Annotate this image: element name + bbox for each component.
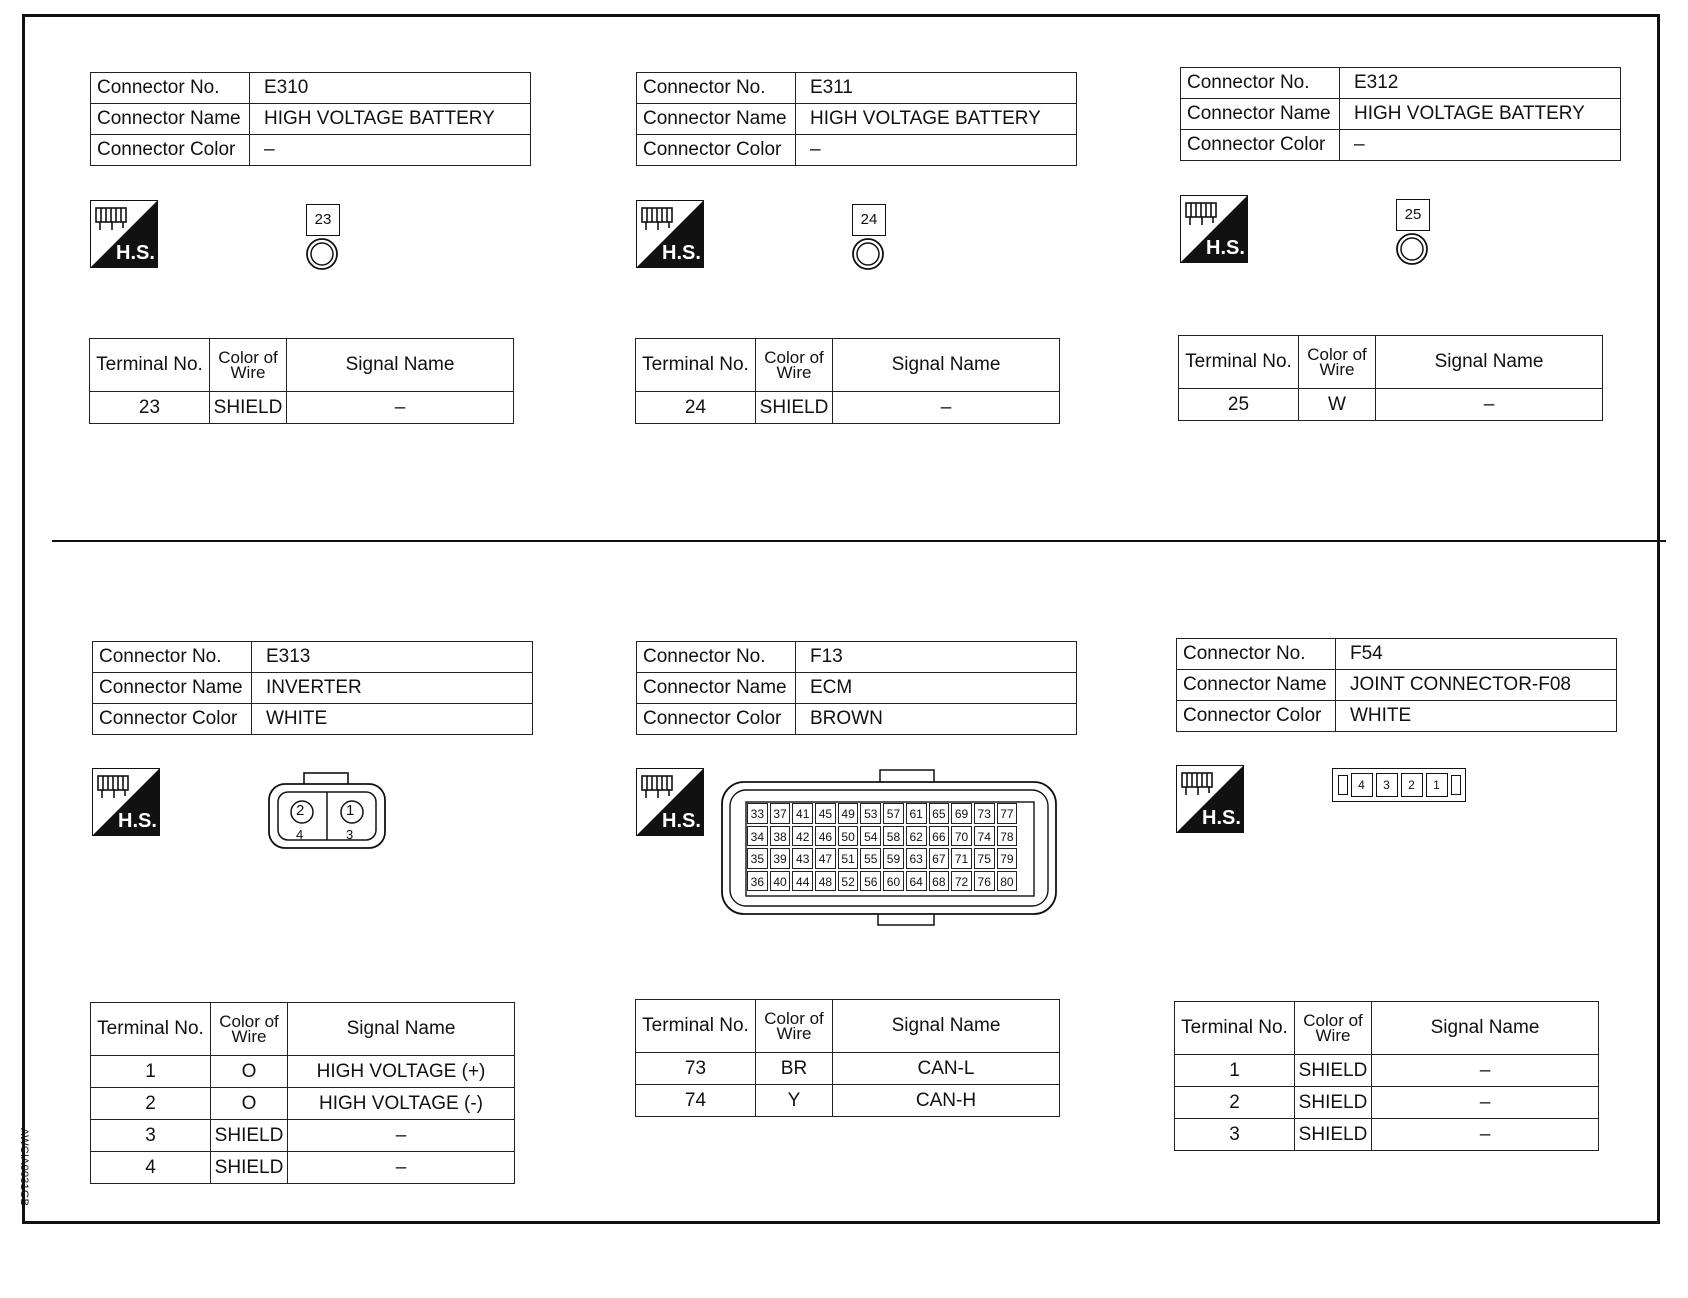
- terminal-row: [91, 1088, 515, 1120]
- terminal-no-header: Terminal No.: [91, 1003, 211, 1056]
- terminal-circle-icon: [1395, 232, 1431, 268]
- harness-side-icon: [1176, 765, 1244, 833]
- wire-color-header-line2: Wire: [776, 363, 812, 382]
- joint-connector-face: [1332, 768, 1466, 802]
- terminal-no: 25: [1179, 389, 1299, 421]
- connector-no-label: Connector No.: [93, 642, 252, 673]
- wire-color-header: [1295, 1002, 1372, 1055]
- connector-color-value: WHITE: [252, 704, 533, 735]
- wire-color-header-line1: Color of: [218, 348, 278, 367]
- ecm-pin: 70: [951, 826, 972, 847]
- ecm-pin: 67: [929, 848, 950, 869]
- harness-side-icon: [636, 768, 704, 836]
- terminal-no: 3: [91, 1120, 211, 1152]
- connector-name-row: [93, 673, 533, 704]
- connector-name-value: INVERTER: [252, 673, 533, 704]
- connector-name-label: Connector Name: [1177, 670, 1336, 701]
- ecm-pin: 66: [929, 826, 950, 847]
- connector-color-row: [1177, 701, 1617, 732]
- connector-color-label: Connector Color: [91, 135, 250, 166]
- connector-no-label: Connector No.: [1181, 68, 1340, 99]
- connector-no-value: E313: [252, 642, 533, 673]
- connector-name-row: [1177, 670, 1617, 701]
- wire-color: Y: [756, 1085, 833, 1117]
- ecm-pin-grid: [746, 802, 1018, 892]
- signal-name: –: [288, 1120, 515, 1152]
- connector-color-value: –: [796, 135, 1077, 166]
- wire-color: W: [1299, 389, 1376, 421]
- single-pin-connector: [306, 204, 341, 273]
- ecm-pin: 68: [929, 871, 950, 892]
- ecm-pin: 51: [838, 848, 859, 869]
- wire-color: SHIELD: [210, 392, 287, 424]
- harness-side-label: H.S.: [1206, 237, 1245, 259]
- ecm-pin: 42: [792, 826, 813, 847]
- pin-number: 23: [306, 204, 340, 236]
- wire-color-header-line1: Color of: [1307, 345, 1367, 364]
- connector-color-label: Connector Color: [1177, 701, 1336, 732]
- wire-color-header-line2: Wire: [776, 1024, 812, 1043]
- pin-label: 4: [296, 827, 304, 842]
- signal-name: –: [1376, 389, 1603, 421]
- ecm-pin: 43: [792, 848, 813, 869]
- ecm-pin: 36: [747, 871, 768, 892]
- terminal-row: [1175, 1119, 1599, 1151]
- single-pin-connector: [1396, 199, 1431, 268]
- connector-info-table: [90, 72, 531, 166]
- harness-side-icon: [90, 200, 158, 268]
- connector-no-row: [91, 73, 531, 104]
- signal-name: –: [287, 392, 514, 424]
- end-cap: [1338, 775, 1348, 795]
- ecm-pin: 58: [883, 826, 904, 847]
- ecm-pin: 55: [860, 848, 881, 869]
- joint-pin: 4: [1351, 773, 1373, 797]
- wire-color-header-line2: Wire: [1315, 1026, 1351, 1045]
- wire-color-header: [756, 339, 833, 392]
- wire-color-header: [210, 339, 287, 392]
- ecm-pin: 75: [974, 848, 995, 869]
- ecm-connector-face: [720, 768, 1060, 933]
- signal-name: HIGH VOLTAGE (-): [288, 1088, 515, 1120]
- connector-no-label: Connector No.: [1177, 639, 1336, 670]
- wire-color: SHIELD: [1295, 1055, 1372, 1087]
- connector-color-label: Connector Color: [637, 135, 796, 166]
- ecm-pin: 50: [838, 826, 859, 847]
- signal-name-header: Signal Name: [833, 339, 1060, 392]
- connector-name-label: Connector Name: [637, 673, 796, 704]
- ecm-pin: 77: [997, 803, 1018, 824]
- ecm-pin: 76: [974, 871, 995, 892]
- ecm-pin: 64: [906, 871, 927, 892]
- connector-color-row: [637, 704, 1077, 735]
- terminal-no-header: Terminal No.: [90, 339, 210, 392]
- signal-name-header: Signal Name: [287, 339, 514, 392]
- terminal-table: [635, 999, 1060, 1117]
- signal-name-header: Signal Name: [1376, 336, 1603, 389]
- connector-name-value: JOINT CONNECTOR-F08: [1336, 670, 1617, 701]
- connector-color-row: [637, 135, 1077, 166]
- ecm-pin: 62: [906, 826, 927, 847]
- terminal-circle-icon: [851, 237, 887, 273]
- wire-color-header-line1: Color of: [1303, 1011, 1363, 1030]
- harness-side-label: H.S.: [662, 242, 701, 264]
- terminal-no-header: Terminal No.: [1179, 336, 1299, 389]
- ecm-pin: 69: [951, 803, 972, 824]
- terminal-header-row: [636, 339, 1060, 392]
- wire-color: SHIELD: [1295, 1119, 1372, 1151]
- terminal-no: 4: [91, 1152, 211, 1184]
- connector-info-table: [92, 641, 533, 735]
- ecm-pin: 59: [883, 848, 904, 869]
- ecm-pin: 41: [792, 803, 813, 824]
- connector-name-value: HIGH VOLTAGE BATTERY: [1340, 99, 1621, 130]
- pin-label: 3: [346, 827, 354, 842]
- signal-name: CAN-L: [833, 1053, 1060, 1085]
- wire-color: SHIELD: [211, 1120, 288, 1152]
- connector-no-value: E312: [1340, 68, 1621, 99]
- connector-color-row: [1181, 130, 1621, 161]
- connector-name-label: Connector Name: [93, 673, 252, 704]
- harness-side-label: H.S.: [116, 242, 155, 264]
- wire-color-header-line2: Wire: [230, 363, 266, 382]
- terminal-row: [90, 392, 514, 424]
- signal-name: CAN-H: [833, 1085, 1060, 1117]
- wire-color-header-line2: Wire: [231, 1027, 267, 1046]
- wire-color-header-line1: Color of: [219, 1012, 279, 1031]
- terminal-table: [1174, 1001, 1599, 1151]
- connector-name-value: HIGH VOLTAGE BATTERY: [250, 104, 531, 135]
- connector-name-row: [1181, 99, 1621, 130]
- connector-color-value: –: [1340, 130, 1621, 161]
- connector-no-value: E310: [250, 73, 531, 104]
- connector-name-row: [637, 673, 1077, 704]
- connector-no-value: F54: [1336, 639, 1617, 670]
- ecm-pin: 52: [838, 871, 859, 892]
- signal-name-header: Signal Name: [288, 1003, 515, 1056]
- ecm-pin: 54: [860, 826, 881, 847]
- wire-color: SHIELD: [756, 392, 833, 424]
- terminal-no: 3: [1175, 1119, 1295, 1151]
- terminal-no-header: Terminal No.: [1175, 1002, 1295, 1055]
- terminal-row: [636, 392, 1060, 424]
- harness-side-label: H.S.: [1202, 807, 1241, 829]
- ecm-pin: 79: [997, 848, 1018, 869]
- terminal-no: 23: [90, 392, 210, 424]
- ecm-pin: 38: [770, 826, 791, 847]
- terminal-header-row: [1175, 1002, 1599, 1055]
- ecm-pin: 71: [951, 848, 972, 869]
- connector-no-row: [1177, 639, 1617, 670]
- connector-info-table: [1180, 67, 1621, 161]
- connector-color-row: [91, 135, 531, 166]
- terminal-header-row: [636, 1000, 1060, 1053]
- ecm-pin: 48: [815, 871, 836, 892]
- ecm-pin: 33: [747, 803, 768, 824]
- ecm-pin: 40: [770, 871, 791, 892]
- wire-color: O: [211, 1088, 288, 1120]
- connector-info-table: [636, 72, 1077, 166]
- signal-name: –: [1372, 1055, 1599, 1087]
- end-cap: [1451, 775, 1461, 795]
- wire-color-header: [211, 1003, 288, 1056]
- connector-no-label: Connector No.: [91, 73, 250, 104]
- ecm-pin: 61: [906, 803, 927, 824]
- connector-info-table: [636, 641, 1077, 735]
- wire-color-header-line1: Color of: [764, 348, 824, 367]
- terminal-no-header: Terminal No.: [636, 1000, 756, 1053]
- terminal-no: 24: [636, 392, 756, 424]
- terminal-table: [89, 338, 514, 424]
- signal-name: –: [288, 1152, 515, 1184]
- ecm-pin: 73: [974, 803, 995, 824]
- single-pin-connector: [852, 204, 887, 273]
- ecm-pin: 63: [906, 848, 927, 869]
- ecm-pin: 78: [997, 826, 1018, 847]
- wire-color-header-line1: Color of: [764, 1009, 824, 1028]
- terminal-no: 2: [91, 1088, 211, 1120]
- terminal-no: 1: [91, 1056, 211, 1088]
- connector-name-value: ECM: [796, 673, 1077, 704]
- terminal-row: [1175, 1087, 1599, 1119]
- joint-pin: 2: [1401, 773, 1423, 797]
- terminal-no-header: Terminal No.: [636, 339, 756, 392]
- ecm-pin: 53: [860, 803, 881, 824]
- ecm-pin: 74: [974, 826, 995, 847]
- terminal-no: 74: [636, 1085, 756, 1117]
- signal-name: –: [833, 392, 1060, 424]
- harness-side-icon: [1180, 195, 1248, 263]
- ecm-pin: 45: [815, 803, 836, 824]
- connector-name-row: [91, 104, 531, 135]
- terminal-row: [636, 1053, 1060, 1085]
- signal-name-header: Signal Name: [833, 1000, 1060, 1053]
- terminal-row: [636, 1085, 1060, 1117]
- signal-name: –: [1372, 1087, 1599, 1119]
- ecm-pin: 37: [770, 803, 791, 824]
- terminal-table: [90, 1002, 515, 1184]
- connector-name-row: [637, 104, 1077, 135]
- ecm-pin: 44: [792, 871, 813, 892]
- connector-name-value: HIGH VOLTAGE BATTERY: [796, 104, 1077, 135]
- ecm-pin: 34: [747, 826, 768, 847]
- connector-no-value: E311: [796, 73, 1077, 104]
- connector-color-value: –: [250, 135, 531, 166]
- ecm-pin: 60: [883, 871, 904, 892]
- wire-color-header-line2: Wire: [1319, 360, 1355, 379]
- wire-color: SHIELD: [1295, 1087, 1372, 1119]
- pin-number: 24: [852, 204, 886, 236]
- ecm-pin: 39: [770, 848, 791, 869]
- connector-no-row: [1181, 68, 1621, 99]
- terminal-row: [91, 1152, 515, 1184]
- connector-color-value: BROWN: [796, 704, 1077, 735]
- ecm-pin: 65: [929, 803, 950, 824]
- terminal-row: [91, 1120, 515, 1152]
- joint-pin: 3: [1376, 773, 1398, 797]
- connector-info-table: [1176, 638, 1617, 732]
- harness-side-icon: [92, 768, 160, 836]
- ecm-pin: 46: [815, 826, 836, 847]
- wire-color-header: [1299, 336, 1376, 389]
- connector-color-row: [93, 704, 533, 735]
- terminal-circle-icon: [305, 237, 341, 273]
- wire-color: SHIELD: [211, 1152, 288, 1184]
- signal-name-header: Signal Name: [1372, 1002, 1599, 1055]
- terminal-no: 2: [1175, 1087, 1295, 1119]
- terminal-no: 1: [1175, 1055, 1295, 1087]
- connector-name-label: Connector Name: [91, 104, 250, 135]
- inverter-connector-face: [268, 772, 388, 857]
- ecm-pin: 72: [951, 871, 972, 892]
- terminal-row: [91, 1056, 515, 1088]
- signal-name: –: [1372, 1119, 1599, 1151]
- connector-no-value: F13: [796, 642, 1077, 673]
- terminal-table: [1178, 335, 1603, 421]
- connector-name-label: Connector Name: [637, 104, 796, 135]
- connector-no-row: [637, 73, 1077, 104]
- ecm-pin: 49: [838, 803, 859, 824]
- terminal-header-row: [91, 1003, 515, 1056]
- connector-name-label: Connector Name: [1181, 99, 1340, 130]
- ecm-pin: 35: [747, 848, 768, 869]
- harness-side-label: H.S.: [118, 810, 157, 832]
- terminal-header-row: [90, 339, 514, 392]
- connector-color-label: Connector Color: [637, 704, 796, 735]
- pin-label: 1: [346, 802, 355, 819]
- section-divider: [52, 540, 1666, 542]
- connector-color-label: Connector Color: [1181, 130, 1340, 161]
- connector-no-row: [637, 642, 1077, 673]
- reference-code: AWCIA0031GB: [18, 1128, 30, 1207]
- wire-color: O: [211, 1056, 288, 1088]
- joint-pin: 1: [1426, 773, 1448, 797]
- terminal-row: [1175, 1055, 1599, 1087]
- harness-side-label: H.S.: [662, 810, 701, 832]
- terminal-table: [635, 338, 1060, 424]
- ecm-pin: 56: [860, 871, 881, 892]
- signal-name: HIGH VOLTAGE (+): [288, 1056, 515, 1088]
- terminal-no: 73: [636, 1053, 756, 1085]
- ecm-pin: 47: [815, 848, 836, 869]
- connector-no-row: [93, 642, 533, 673]
- pin-label: 2: [296, 802, 305, 819]
- wire-color-header: [756, 1000, 833, 1053]
- connector-no-label: Connector No.: [637, 642, 796, 673]
- wire-color: BR: [756, 1053, 833, 1085]
- connector-no-label: Connector No.: [637, 73, 796, 104]
- ecm-pin: 57: [883, 803, 904, 824]
- harness-side-icon: [636, 200, 704, 268]
- connector-color-value: WHITE: [1336, 701, 1617, 732]
- terminal-row: [1179, 389, 1603, 421]
- ecm-pin: 80: [997, 871, 1018, 892]
- pin-number: 25: [1396, 199, 1430, 231]
- connector-color-label: Connector Color: [93, 704, 252, 735]
- terminal-header-row: [1179, 336, 1603, 389]
